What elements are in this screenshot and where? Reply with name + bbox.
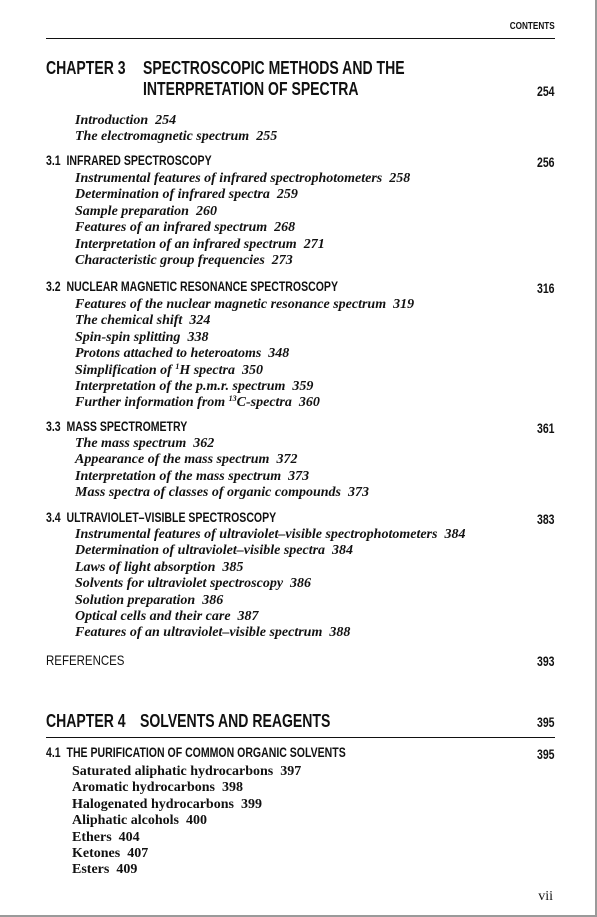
toc-entry: Interpretation of an infrared spectrum 271	[75, 236, 325, 252]
toc-entry: The mass spectrum 362	[75, 436, 215, 451]
toc-entry: Solvents for ultraviolet spectroscopy 386	[75, 576, 312, 592]
toc-entry: Characteristic group frequencies 273	[75, 253, 293, 269]
toc-entry: Mass spectra of classes of organic compounds 373	[75, 485, 370, 501]
toc-entry: Features of the nuclear magnetic resonance spectrum 319	[75, 297, 415, 312]
toc-entry: Interpretation of the p.m.r. spectrum 359	[75, 379, 314, 395]
toc-entry: Spin-spin splitting 338	[75, 329, 209, 345]
toc-entry: Laws of light absorption 385	[75, 559, 244, 575]
section-3-4-heading: 3.4 ULTRAVIOLET–VISIBLE SPECTROSCOPY	[46, 510, 277, 525]
toc-entry: Introduction 254	[75, 113, 177, 128]
chapter3-label: CHAPTER 3	[46, 58, 126, 78]
toc-entry: Determination of ultraviolet–visible spectra 384	[75, 543, 354, 559]
chapter3-intro-list	[75, 113, 277, 146]
page-number: vii	[538, 889, 553, 904]
toc-entry: Appearance of the mass spectrum 372	[75, 452, 298, 468]
section-3-2-list	[75, 297, 414, 412]
section-3-1-heading: 3.1 INFRARED SPECTROSCOPY	[46, 153, 212, 168]
chapter4-title: SOLVENTS AND REAGENTS	[140, 711, 331, 731]
section-3-2-heading: 3.2 NUCLEAR MAGNETIC RESONANCE SPECTROSCOPY	[46, 279, 338, 294]
chapter4-rule	[46, 737, 555, 738]
toc-entry: The electromagnetic spectrum 255	[75, 129, 278, 145]
section-4-1-heading: 4.1 THE PURIFICATION OF COMMON ORGANIC SOLVENTS	[46, 745, 346, 760]
toc-entry: Determination of infrared spectra 259	[75, 187, 298, 203]
toc-entry: Instrumental features of infrared spectrophotometers 258	[75, 171, 411, 186]
chapter3-page: 254	[537, 84, 555, 99]
section-3-3-list	[75, 436, 369, 502]
section-3-3-page: 361	[537, 421, 555, 436]
toc-entry: Aliphatic alcohols 400	[72, 813, 207, 829]
chapter4-label: CHAPTER 4	[46, 711, 126, 731]
toc-entry: Sample preparation 260	[75, 203, 217, 219]
section-3-1-page: 256	[537, 155, 555, 170]
section-4-1-page: 395	[537, 747, 555, 762]
toc-entry: The chemical shift 324	[75, 313, 211, 329]
toc-entry: Instrumental features of ultraviolet–visible spectrophotometers 384	[75, 527, 466, 542]
toc-entry: Features of an infrared spectrum 268	[75, 220, 296, 236]
toc-entry: Ethers 404	[72, 829, 140, 845]
chapter4-page: 395	[537, 715, 555, 730]
section-3-3-heading: 3.3 MASS SPECTROMETRY	[46, 419, 188, 434]
toc-entry: Optical cells and their care 387	[75, 609, 259, 625]
running-head: CONTENTS	[509, 20, 555, 32]
toc-entry: Features of an ultraviolet–visible spectrum 388	[75, 625, 351, 641]
section-3-2-page: 316	[537, 281, 555, 296]
toc-entry: Interpretation of the mass spectrum 373	[75, 468, 310, 484]
toc-entry: Ketones 407	[72, 846, 149, 862]
section-3-4-page: 383	[537, 512, 555, 527]
section-3-4-list	[75, 527, 465, 642]
chapter3-title-line1: SPECTROSCOPIC METHODS AND THE	[143, 58, 405, 78]
references-label: REFERENCES	[46, 652, 125, 668]
chapter3-title-line2: INTERPRETATION OF SPECTRA	[143, 79, 359, 99]
toc-entry: Aromatic hydrocarbons 398	[72, 780, 243, 796]
toc-entry: Further information from $^{13}$C-spectra 360	[75, 394, 320, 411]
section-4-1-list	[72, 764, 301, 879]
toc-entry: Halogenated hydrocarbons 399	[72, 796, 262, 812]
toc-entry: Protons attached to heteroatoms 348	[75, 346, 290, 362]
toc-entry: Solution preparation 386	[75, 592, 224, 608]
references-page: 393	[537, 654, 555, 669]
section-3-1-list	[75, 171, 410, 269]
toc-entry: Saturated aliphatic hydrocarbons 397	[72, 764, 302, 779]
header-rule	[46, 38, 555, 39]
toc-entry: Simplification of $^1$H spectra 350	[75, 361, 263, 378]
toc-entry: Esters 409	[72, 862, 138, 878]
